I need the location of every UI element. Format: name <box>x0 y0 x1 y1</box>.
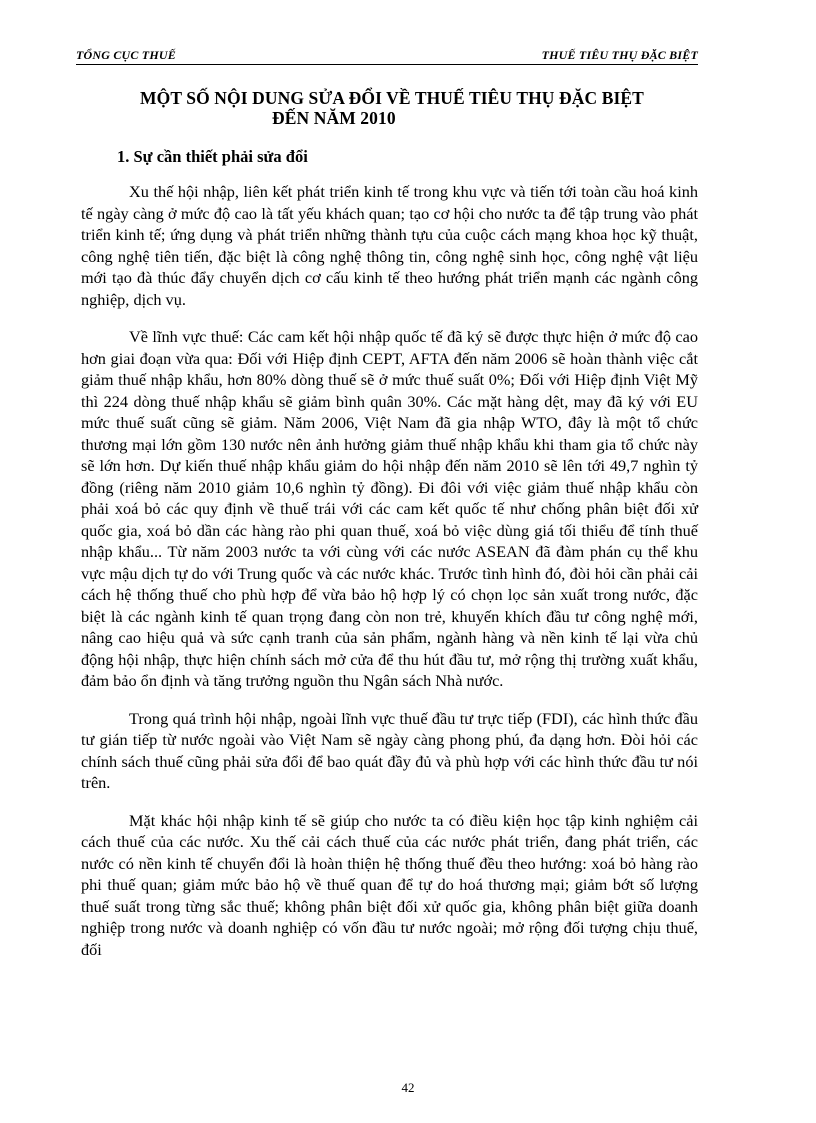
page-header <box>76 46 698 65</box>
paragraph: Xu thế hội nhập, liên kết phát triển kinh tế trong khu vực và tiến tới toàn cầu hoá kinh tế ngày càng ở mức độ cao là tất yếu khách quan; tạo cơ hội cho nước ta để tập trung vào phát triển kinh tế; ứng dụng và phát triển những thành tựu của cuộc cách mạng khoa học kỹ thuật, công nghệ tiên tiến, đặc biệt là công nghệ thông tin, công nghệ sinh học, công nghệ vật liệu mới tạo đà thúc đẩy chuyển dịch cơ cấu kinh tế theo hướng phát triển mạnh các ngành công nghiệp, dịch vụ. <box>81 182 698 309</box>
section-heading: 1. Sự cần thiết phải sửa đổi <box>117 147 308 166</box>
header-right: THUẾ TIÊU THỤ ĐẶC BIỆT <box>541 48 698 62</box>
header-left: TỔNG CỤC THUẾ <box>76 48 176 62</box>
paragraph: Mặt khác hội nhập kinh tế sẽ giúp cho nước ta có điều kiện học tập kinh nghiệm cải cách thuế của các nước. Xu thế cải cách thuế của các nước phát triển, đang phát triển, các nước có nền kinh tế chuyển đổi là hoàn thiện hệ thống thuế đều theo hướng: xoá bỏ hàng rào phi thuế quan; giảm mức bảo hộ về thuế quan để tự do hoá thương mại; giảm bớt số lượng thuế suất trong từng sắc thuế; không phân biệt đối xử quốc gia, không phân biệt giữa doanh nghiệp trong nước và doanh nghiệp có vốn đầu tư nước ngoài; mở rộng đối tượng chịu thuế, đối <box>81 810 698 959</box>
title-line-1: MỘT SỐ NỘI DUNG SỬA ĐỔI VỀ THUẾ TIÊU THỤ ĐẶC BIỆT <box>140 88 644 108</box>
page-number: 42 <box>401 1080 415 1095</box>
document-title <box>140 88 700 128</box>
title-line-2: ĐẾN NĂM 2010 <box>272 108 396 128</box>
paragraph: Trong quá trình hội nhập, ngoài lĩnh vực thuế đầu tư trực tiếp (FDI), các hình thức đầu tư gián tiếp từ nước ngoài vào Việt Nam sẽ ngày càng phong phú, đa dạng hơn. Đòi hỏi các chính sách thuế cũng phải sửa đổi để bao quát đầy đủ và phù hợp với các hình thức đầu tư nói trên. <box>81 708 698 792</box>
body-text <box>81 181 698 976</box>
paragraph: Về lĩnh vực thuế: Các cam kết hội nhập quốc tế đã ký sẽ được thực hiện ở mức độ cao hơn giai đoạn vừa qua: Đối với Hiệp định CEPT, AFTA đến năm 2006 sẽ hoàn thành việc cắt giảm thuế nhập khẩu, hơn 80% dòng thuế sẽ ở mức thuế suất 0%; Đối với Hiệp định Việt Mỹ thì 224 dòng thuế nhập khẩu sẽ giảm bình quân 30%. Các mặt hàng dệt, may đã ký với EU mức thuế suất cũng sẽ giảm. Năm 2006, Việt Nam đã gia nhập WTO, đây là một tổ chức thương mại lớn gồm 130 nước nên ảnh hưởng giảm thuế nhập khẩu khi tham gia tổ chức này sẽ lớn hơn. Dự kiến thuế nhập khẩu giảm do hội nhập đến năm 2010 sẽ lên tới 49,7 nghìn tỷ đồng (riêng năm 2010 giảm 10,6 nghìn tỷ đồng). Đi đôi với việc giảm thuế nhập khẩu còn phải xoá bỏ các quy định về thuế trái với các cam kết quốc tế như chống phân biệt đối xử quốc gia, xoá bỏ dần các hàng rào phi quan thuế, xoá bỏ việc dùng giá tối thiểu để tính thuế nhập khẩu... Từ năm 2003 nước ta với cùng với các nước ASEAN đã đàm phán cụ thể khu vực mậu dịch tự do với Trung quốc và các nước khác. Trước tình hình đó, đòi hỏi cần phải cải cách hệ thống thuế cho phù hợp để vừa bảo hộ hợp lý có chọn lọc sản xuất trong nước, đặc biệt là các ngành kinh tế quan trọng đang còn non trẻ, khuyến khích đầu tư công nghệ mới, nâng cao hiệu quả và sức cạnh tranh của sản phẩm, ngành hàng và nền kinh tế lại vừa chủ động hội nhập, thực hiện chính sách mở cửa để thu hút đầu tư, mở rộng thị trường xuất khẩu, đảm bảo ổn định và tăng trưởng nguồn thu Ngân sách Nhà nước. <box>81 327 698 690</box>
